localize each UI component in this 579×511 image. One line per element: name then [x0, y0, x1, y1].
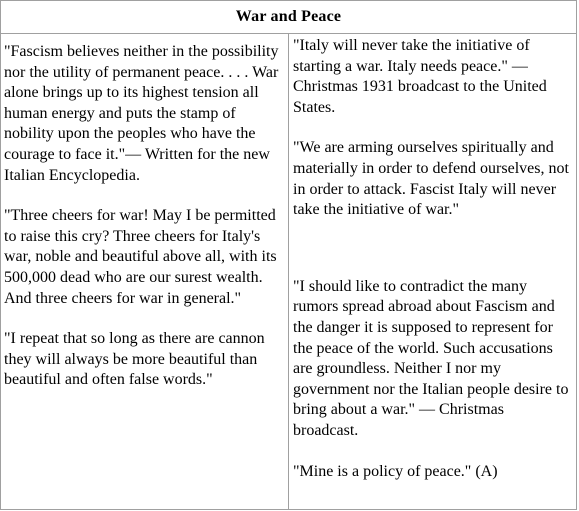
table-title: War and Peace	[235, 8, 342, 25]
right-quote-arming: "We are arming ourselves spiritually and materially in order to defend ourselves, not in order to attack. Fascist Italy will never take the initiative of war."	[293, 139, 569, 219]
right-quote-policy-of-peace: "Mine is a policy of peace." (A)	[293, 462, 498, 480]
table-header	[1, 1, 576, 34]
left-column	[1, 34, 289, 510]
right-quote-contradict-rumors: "I should like to contradict the many rumors spread abroad about Fascism and the danger it is supposed to represent for the peace of the world. Such accusations are groundless. Neither I nor my government nor the Italian people desire to bring about a war." — Christmas broadcast.	[293, 277, 569, 439]
right-column	[289, 34, 576, 510]
left-quote-encyclopedia: "Fascism believes neither in the possibility nor the utility of permanent peace. . . . War alone brings up to its highest tension all human energy and puts the stamp of nobility upon the peoples who have the courage to face it."— Written for the new Italian Encyclopedia.	[4, 43, 279, 184]
table-body	[1, 34, 576, 510]
left-quote-three-cheers: "Three cheers for war! May I be permitted to raise this cry? Three cheers for Italy's war, noble and beautiful above all, with its 500,000 dead who are our surest wealth. And three cheers for war in general."	[4, 207, 277, 307]
left-quote-cannon: "I repeat that so long as there are cannon they will always be more beautiful than beautiful and often false words."	[4, 330, 265, 389]
right-quote-christmas-1931: "Italy will never take the initiative of starting a war. Italy needs peace." — Christmas 1931 broadcast to the United States.	[293, 37, 547, 116]
